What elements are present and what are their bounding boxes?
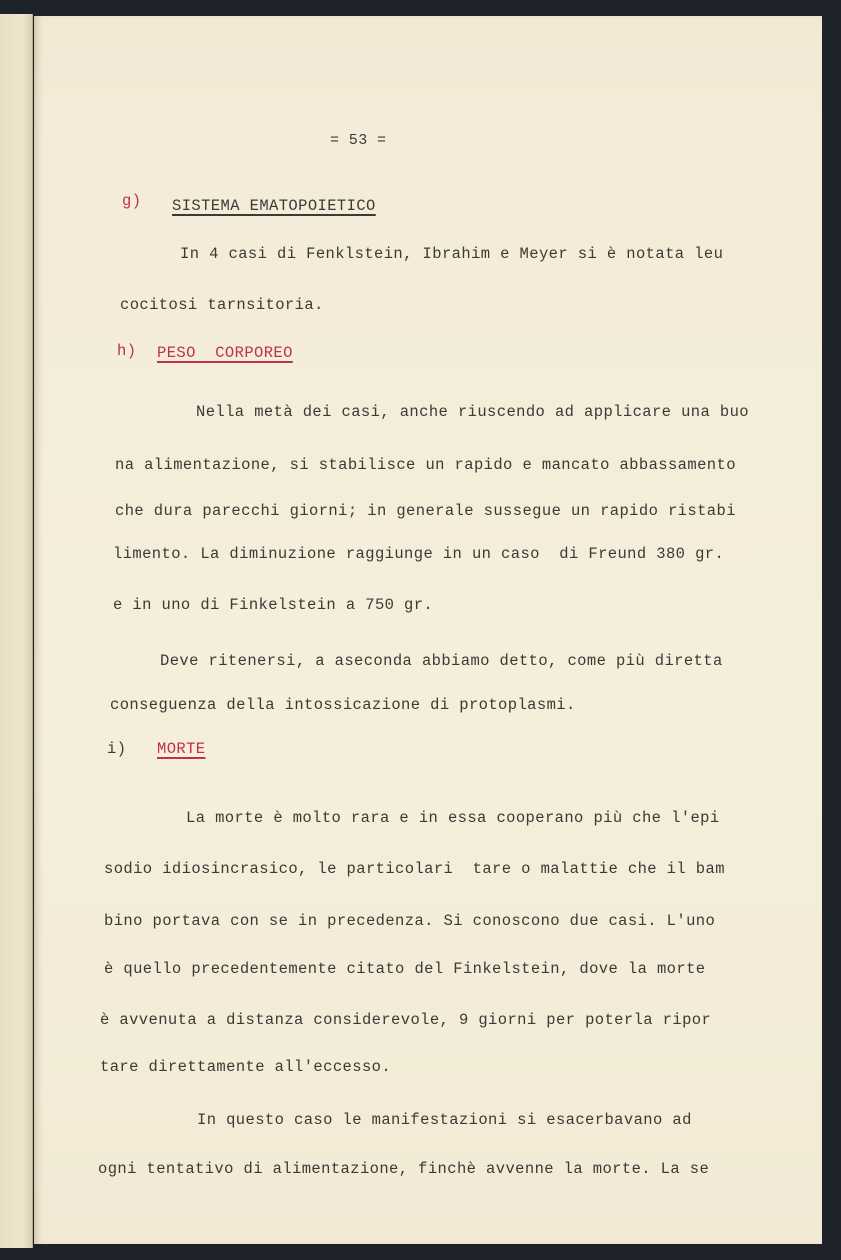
paragraph-line: ogni tentativo di alimentazione, finchè avvenne la morte. La se [98,1160,710,1178]
paragraph-line: Deve ritenersi, a aseconda abbiamo detto, come più diretta [160,652,723,670]
paragraph-line: In questo caso le manifestazioni si esacerbavano ad [197,1111,692,1129]
previous-page-edge [0,14,33,1248]
paragraph-line: cocitosi tarnsitoria. [120,296,324,314]
paragraph-line: Nella metà dei casi, anche riuscendo ad applicare una buo [196,403,749,421]
paragraph-line: è quello precedentemente citato del Finkelstein, dove la morte [104,960,706,978]
paragraph-line: che dura parecchi giorni; in generale sussegue un rapido ristabi [115,502,736,520]
paragraph-line: In 4 casi di Fenklstein, Ibrahim e Meyer si è notata leu [180,245,724,263]
paragraph-line: è avvenuta a distanza considerevole, 9 giorni per poterla ripor [100,1011,712,1029]
section-i-marker: i) [107,740,127,758]
section-h-marker: h) [117,342,137,360]
section-g-marker: g) [122,192,142,210]
paragraph-line: conseguenza della intossicazione di protoplasmi. [110,696,576,714]
section-h-title: PESO CORPOREO [157,344,293,362]
paragraph-line: e in uno di Finkelstein a 750 gr. [113,596,434,614]
paragraph-line: limento. La diminuzione raggiunge in un caso di Freund 380 gr. [113,545,725,563]
paragraph-line: tare direttamente all'eccesso. [100,1058,392,1076]
page-number: = 53 = [330,132,387,149]
section-i-title: MORTE [157,740,206,758]
paragraph-line: sodio idiosincrasico, le particolari tare o malattie che il bam [104,860,725,878]
paragraph-line: La morte è molto rara e in essa cooperano più che l'epi [186,809,720,827]
paragraph-line: na alimentazione, si stabilisce un rapido e mancato abbassamento [115,456,736,474]
section-g-title: SISTEMA EMATOPOIETICO [172,197,376,215]
paragraph-line: bino portava con se in precedenza. Si conoscono due casi. L'uno [104,912,716,930]
